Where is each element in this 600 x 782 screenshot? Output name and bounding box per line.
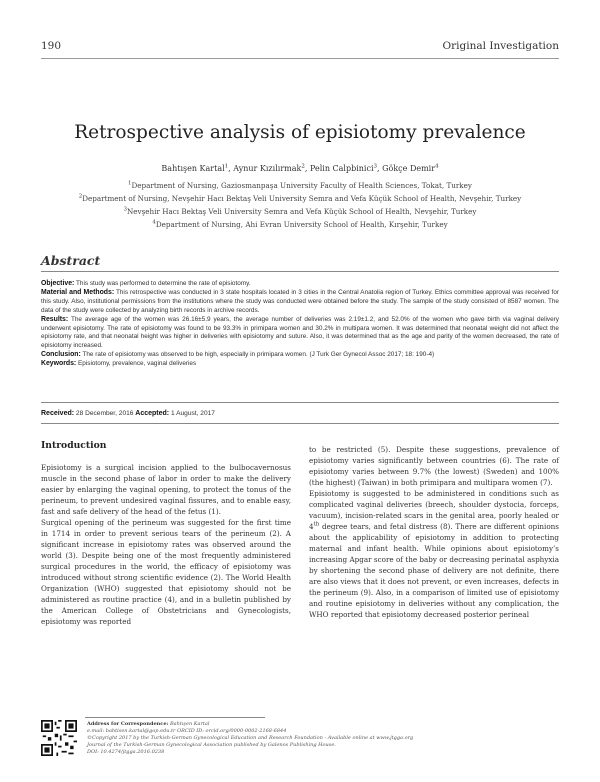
author-name: Bahtışen Kartal bbox=[161, 164, 225, 173]
affiliation bbox=[0, 194, 600, 203]
objective-label: Objective: bbox=[41, 280, 75, 287]
paragraph-text: degree tears, and fetal distress (8). There are different opinions about the applicability of episiotomy in addition to protecting maternal and infant health. While opinions about episiotomy’s increasing Apgar score of the baby or decreasing perinatal asphyxia by shortening the second phase of delivery are not definite, there are also views that it does not prevent, or even increases, defects in the perineum (9). Also, in a comparison of limited use of episiotomy and routine episiotomy in deliveries without any complication, the WHO reported that episiotomy decreased posterior perineal bbox=[309, 522, 559, 619]
paragraph-text: Episiotomy is suggested to be administered in conditions such as complicated vaginal deliveries (breech, shoulder dystocia, forceps, vacuum), incision-related scars in the genital area, poorly healed or 4 bbox=[309, 489, 559, 531]
abstract-results bbox=[41, 316, 559, 352]
abstract-body bbox=[41, 280, 559, 369]
header-rule bbox=[41, 58, 559, 59]
introduction-heading: Introduction bbox=[41, 440, 107, 451]
abstract-top-rule bbox=[41, 271, 559, 272]
intro-paragraph: Surgical opening of the perineum was suggested for the first time in 1714 in order to prevent serious tears of the perineum (2). A significant increase in episiotomy rates was observed around the world (3). Despite being one of the most frequently administered surgical procedures in the world, the efficacy of episiotomy was introduced without strong scientific evidence (2). The World Health Organization (WHO) suggested that episiotomy should not be administered as routine practice (4), and in a bulletin published by the American College of Obstetricians and Gynecologists, episiotomy was reported bbox=[41, 518, 291, 626]
affiliation-sup: 1 bbox=[128, 180, 132, 187]
affiliation-sup: 3 bbox=[123, 206, 128, 213]
affiliation-text: Department of Nursing, Ahi Evran University School of Health, Kırşehir, Turkey bbox=[155, 220, 448, 229]
abstract-methods bbox=[41, 289, 559, 316]
author-sup: 4 bbox=[435, 163, 439, 170]
email-line: e.mail: bahtisen.kartal@gop.edu.tr ORCID ID: orcid.org/0000-0002-2168-6844 bbox=[87, 728, 287, 734]
affiliation bbox=[0, 181, 600, 190]
copyright-line: ©Copyright 2017 by the Turkish-German Gynecological Education and Research Foundation - Available online at www.jtgga.org bbox=[87, 735, 414, 741]
methods-label: Material and Methods: bbox=[41, 288, 115, 296]
affiliation-sup: 2 bbox=[78, 193, 83, 200]
author-sup: 3 bbox=[373, 163, 378, 170]
correspondence-footnote bbox=[87, 721, 413, 756]
correspondence-name: Bahtışen Kartal bbox=[168, 721, 210, 727]
affiliation-text: Department of Nursing, Nevşehir Hacı Bektaş Veli University Semra and Vefa Küçük School of Health, Nevşehir, Turkey bbox=[82, 194, 522, 203]
abstract-bottom-rule bbox=[41, 402, 559, 403]
author-name: Pelin Calpbinici bbox=[309, 164, 374, 173]
accepted-label: Accepted: bbox=[135, 410, 170, 417]
journal-line: Journal of the Turkish-German Gynecological Association published by Galenos Publishing House. bbox=[87, 742, 336, 748]
conclusion-label: Conclusion: bbox=[41, 351, 81, 359]
author-name: Aynur Kızılırmak bbox=[233, 164, 302, 173]
qr-code-icon bbox=[41, 720, 77, 756]
results-label: Results: bbox=[41, 315, 69, 323]
abstract-heading: Abstract bbox=[41, 253, 101, 268]
ordinal-sup: th bbox=[313, 521, 320, 528]
received-date: 28 December, 2016 bbox=[74, 410, 136, 417]
author-name: Gökçe Demir bbox=[382, 164, 436, 173]
received-label: Received: bbox=[41, 410, 75, 417]
abstract-conclusion bbox=[41, 351, 559, 360]
author-list: Bahtışen Kartal$^1$, Aynur Kızılırmak$^2$, Pelin Calpbinici$^3$, Gökçe Demir$^4$ bbox=[161, 163, 439, 173]
correspondence-label: Address for Correspondence: bbox=[87, 721, 169, 727]
intro-paragraph: Episiotomy is a surgical incision applied to the bulbocavernosus muscle in the second phase of labor in order to make the delivery easier by enlarging the vaginal opening, to protect the tonus of the perineum, to prevent undesired vaginal fissures, and to enable easy, fast and safe delivery of the head of the fetus (1). bbox=[41, 463, 291, 516]
author-sup: 2 bbox=[301, 163, 305, 170]
article-dates bbox=[41, 410, 215, 417]
affiliation bbox=[0, 220, 600, 229]
affiliation-sup: 4 bbox=[152, 219, 156, 226]
left-column bbox=[41, 440, 291, 627]
abstract-keywords bbox=[41, 360, 559, 369]
accepted-date: 1 August, 2017 bbox=[169, 410, 215, 417]
correspondence-line bbox=[87, 721, 413, 728]
page-number: 190 bbox=[41, 40, 62, 52]
intro-paragraph bbox=[309, 488, 559, 620]
methods-text: This retrospective was conducted in 3 state hospitals located in 3 cities in the Central Anatolia region of Turkey. Ethics committee approval was received for this study. Also, institutional permissions from the institutions where the study was conducted were obtained before the study. The sample of the study consisted of 8587 women. The data of the study were collected by analyzing birth records in archive records. bbox=[41, 288, 559, 314]
results-text: The average age of the women was 26.16±5.9 years, the average number of deliveries was 2.19±1.2, and 52.0% of the women who gave birth via vaginal delivery underwent episiotomy. The rate of episiotomy was found to be 93.3% in primipara women and 30.2% in multipara women. It was determined that neonatal weight did not affect the episiotomy rate, and that neonatal height was higher in deliveries with episiotomy and suture. Also, it was determined that as the age and parity of the women decreased, the rate of episiotomy increased. bbox=[41, 315, 559, 350]
affiliation-text: Nevşehir Hacı Bektaş Veli University Semra and Vefa Küçük School of Health, Nevşehir, Turkey bbox=[127, 207, 477, 216]
author-sup: 1 bbox=[224, 163, 229, 170]
intro-paragraph: to be restricted (5). Despite these suggestions, prevalence of episiotomy varies significantly between countries (6). The rate of episiotomy varies between 9.7% (the lowest) (Sweden) and 100% (the highest) (Taiwan) in both primipara and multipara women (7). bbox=[309, 445, 559, 487]
objective-text: This study was performed to determine the rate of episiotomy. bbox=[74, 280, 251, 287]
abstract-objective bbox=[41, 280, 559, 289]
article-title: Retrospective analysis of episiotomy prevalence bbox=[74, 122, 526, 143]
affiliation bbox=[0, 207, 600, 216]
dates-bottom-rule bbox=[41, 423, 559, 424]
conclusion-text: The rate of episiotomy was observed to be high, especially in primipara women. (J Turk Ger Gynecol Assoc 2017; 18: 190-4) bbox=[80, 351, 435, 359]
keywords-label: Keywords: bbox=[41, 360, 77, 368]
affiliation-text: Department of Nursing, Gaziosmanpaşa University Faculty of Health Sciences, Tokat, Turkey bbox=[131, 181, 472, 190]
right-column bbox=[309, 444, 559, 620]
footnote-rule bbox=[85, 717, 265, 718]
doi-line: DOI: 10.4274/jtgga.2016.0238 bbox=[87, 749, 165, 755]
keywords-text: Episiotomy, prevalence, vaginal deliveries bbox=[76, 360, 197, 368]
running-head: Original Investigation bbox=[442, 40, 559, 52]
